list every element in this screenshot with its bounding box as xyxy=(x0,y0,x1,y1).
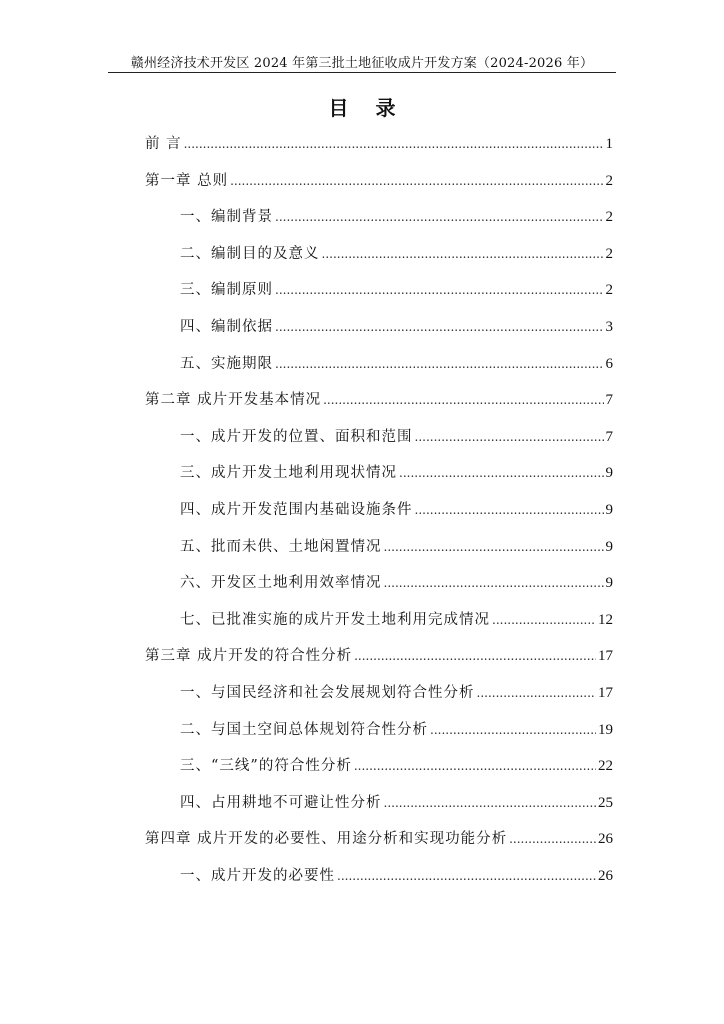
toc-entry-title: 三、成片开发土地利用现状情况 xyxy=(180,465,397,482)
toc-dot-leader xyxy=(384,535,604,559)
running-header: 赣州经济技术开发区 2024 年第三批土地征收成片开发方案（2024-2026 年） xyxy=(130,56,594,71)
toc-entry-title: 六、开发区土地利用效率情况 xyxy=(180,575,382,592)
toc-page-number: 2 xyxy=(605,245,613,262)
toc-entry-title: 第四章 成片开发的必要性、用途分析和实现功能分析 xyxy=(145,831,508,848)
toc-dot-leader xyxy=(415,425,604,449)
toc-dot-leader xyxy=(477,681,597,705)
toc-dot-leader xyxy=(275,352,604,376)
toc-section-entry[interactable] xyxy=(180,461,613,485)
toc-entry-title: 第二章 成片开发基本情况 xyxy=(145,392,322,409)
toc-entry-title: 三、编制原则 xyxy=(180,282,273,299)
toc-page-number: 9 xyxy=(605,538,613,555)
toc-entry-title: 三、“三线”的符合性分析 xyxy=(180,758,352,775)
toc-chapter-entry[interactable] xyxy=(145,132,613,156)
toc-page-number: 25 xyxy=(598,794,613,811)
toc-dot-leader xyxy=(275,205,604,229)
toc-dot-leader xyxy=(384,791,597,815)
toc-page-number: 26 xyxy=(598,868,613,884)
toc-entry-title: 一、成片开发的位置、面积和范围 xyxy=(180,428,413,445)
toc-entry-title: 前 言 xyxy=(145,136,182,152)
toc-entry-title: 一、与国民经济和社会发展规划符合性分析 xyxy=(180,685,475,701)
toc-dot-leader xyxy=(275,278,604,302)
toc-section-entry[interactable] xyxy=(180,498,613,522)
toc-entry-title: 五、批而未供、土地闲置情况 xyxy=(180,538,382,555)
toc-dot-leader xyxy=(415,498,604,522)
toc-chapter-entry[interactable] xyxy=(145,169,613,193)
toc-dot-leader xyxy=(354,644,596,668)
toc-section-entry[interactable] xyxy=(180,791,613,815)
toc-page-number: 17 xyxy=(598,685,613,701)
toc-section-entry[interactable] xyxy=(180,352,613,376)
toc-page-number: 1 xyxy=(605,136,613,152)
toc-section-entry[interactable] xyxy=(180,425,613,449)
toc-entry-title: 二、编制目的及意义 xyxy=(180,245,320,262)
toc-page-number: 9 xyxy=(605,465,613,482)
toc-entry-title: 五、实施期限 xyxy=(180,355,273,372)
toc-page-number: 2 xyxy=(605,209,613,226)
toc-entry-title: 第三章 成片开发的符合性分析 xyxy=(145,648,353,665)
toc-dot-leader xyxy=(492,608,596,632)
toc-entry-title: 四、编制依据 xyxy=(180,319,273,335)
toc-entry-title: 七、已批准实施的成片开发土地利用完成情况 xyxy=(180,611,490,628)
toc-entry-title: 一、成片开发的必要性 xyxy=(180,868,335,884)
toc-entry-title: 一、编制背景 xyxy=(180,209,273,226)
page-title: 目 录 xyxy=(328,96,406,120)
toc-section-entry[interactable] xyxy=(180,718,613,742)
toc-dot-leader xyxy=(230,169,603,193)
toc-page-number: 2 xyxy=(605,172,613,189)
toc-section-entry[interactable] xyxy=(180,535,613,559)
toc-page-number: 6 xyxy=(605,355,613,372)
header-rule xyxy=(108,72,616,73)
toc-page-number: 2 xyxy=(605,282,613,299)
toc-page-number: 12 xyxy=(598,611,613,628)
toc-dot-leader xyxy=(337,864,596,888)
toc-entry-title: 四、成片开发范围内基础设施条件 xyxy=(180,502,413,518)
toc-page-number: 9 xyxy=(605,575,613,592)
toc-dot-leader xyxy=(184,132,604,156)
toc-entry-title: 第一章 总则 xyxy=(145,172,229,189)
toc-section-entry[interactable] xyxy=(180,278,613,302)
toc-section-entry[interactable] xyxy=(180,754,613,778)
toc-dot-leader xyxy=(384,571,604,595)
toc-entry-title: 四、占用耕地不可避让性分析 xyxy=(180,794,382,811)
toc-dot-leader xyxy=(275,315,604,339)
toc-page-number: 3 xyxy=(605,319,613,335)
toc-dot-leader xyxy=(322,242,604,266)
toc-chapter-entry[interactable] xyxy=(145,827,613,851)
toc-section-entry[interactable] xyxy=(180,608,613,632)
toc-page-number: 19 xyxy=(598,721,613,738)
toc-page-number: 7 xyxy=(605,428,613,445)
toc-section-entry[interactable] xyxy=(180,864,613,888)
toc-dot-leader xyxy=(323,388,603,412)
toc-page-number: 9 xyxy=(605,502,613,518)
toc-page-number: 22 xyxy=(598,758,613,775)
toc-entry-title: 二、与国土空间总体规划符合性分析 xyxy=(180,721,428,738)
toc-page-number: 7 xyxy=(605,392,613,409)
toc-section-entry[interactable] xyxy=(180,205,613,229)
toc-dot-leader xyxy=(399,461,604,485)
toc-section-entry[interactable] xyxy=(180,571,613,595)
toc-section-entry[interactable] xyxy=(180,315,613,339)
toc-chapter-entry[interactable] xyxy=(145,644,613,668)
toc-dot-leader xyxy=(430,718,596,742)
toc-chapter-entry[interactable] xyxy=(145,388,613,412)
toc-section-entry[interactable] xyxy=(180,681,613,705)
toc-dot-leader xyxy=(509,827,596,851)
toc-section-entry[interactable] xyxy=(180,242,613,266)
toc-page-number: 26 xyxy=(598,831,613,848)
toc-dot-leader xyxy=(354,754,596,778)
toc-page-number: 17 xyxy=(598,648,613,665)
